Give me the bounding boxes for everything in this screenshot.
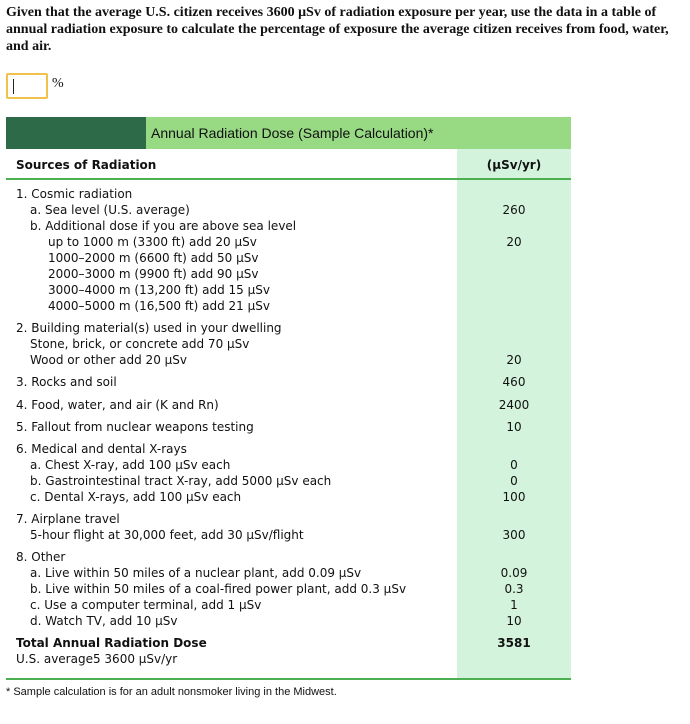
table-row — [16, 186, 446, 202]
row-text: 4000–5000 m (16,500 ft) add 21 μSv — [48, 299, 270, 313]
table-row — [16, 457, 460, 473]
row-text: Additional dose if you are above sea level — [45, 219, 297, 233]
row-num: b. — [30, 474, 42, 488]
row-num: b. — [30, 219, 42, 233]
table-row — [16, 218, 460, 234]
row-num: b. — [30, 582, 42, 596]
row-value: 20 — [506, 353, 522, 367]
row-num: 4. — [16, 398, 28, 412]
table-row — [16, 441, 446, 457]
row-text: Fallout from nuclear weapons testing — [31, 420, 254, 434]
table-row — [16, 397, 446, 413]
row-num: 3. — [16, 375, 28, 389]
table-footnote: * Sample calculation is for an adult nonsmoker living in the Midwest. — [6, 686, 337, 698]
row-text: Airplane travel — [31, 512, 120, 526]
table-row — [16, 250, 478, 266]
col-header-source: Sources of Radiation — [16, 158, 157, 172]
row-value: 0 — [510, 458, 518, 472]
row-text: Dental X-rays, add 100 μSv each — [44, 490, 242, 504]
row-num: a. — [30, 458, 42, 472]
row-num: d. — [30, 614, 42, 628]
row-value: 1 — [510, 598, 518, 612]
row-num: 7. — [16, 512, 28, 526]
row-num: 5. — [16, 420, 28, 434]
row-value: 460 — [502, 375, 526, 389]
total-label: Total Annual Radiation Dose — [16, 636, 207, 650]
row-value: 20 — [506, 235, 522, 249]
table-row — [16, 565, 460, 581]
table-row — [16, 511, 446, 527]
col-header-unit: (μSv/yr) — [486, 158, 542, 172]
row-num: 6. — [16, 442, 28, 456]
total-value: 3581 — [497, 636, 531, 650]
table-row — [16, 234, 478, 250]
row-value: 0 — [510, 474, 518, 488]
row-num: 1. — [16, 187, 28, 201]
row-value: 10 — [506, 614, 522, 628]
row-text: Gastrointestinal tract X-ray, add 5000 μSv each — [45, 474, 332, 488]
row-text: Chest X-ray, add 100 μSv each — [45, 458, 231, 472]
table-row — [16, 581, 460, 597]
row-text: Live within 50 miles of a nuclear plant, add 0.09 μSv — [45, 566, 362, 580]
table-row — [16, 298, 478, 314]
table-row — [16, 320, 446, 336]
table-row — [16, 473, 460, 489]
row-text: 3000–4000 m (13,200 ft) add 15 μSv — [48, 283, 270, 297]
row-text: Wood or other add 20 μSv — [30, 353, 187, 367]
row-value: 0.09 — [500, 566, 528, 580]
table-row — [16, 527, 460, 543]
table-bottom-rule — [6, 678, 571, 680]
row-text: 5-hour flight at 30,000 feet, add 30 μSv/flight — [30, 528, 304, 542]
table-row — [16, 597, 460, 613]
title-accent-block — [6, 117, 146, 149]
row-text: Building material(s) used in your dwelling — [31, 321, 282, 335]
row-text: Medical and dental X-rays — [31, 442, 187, 456]
radiation-table — [6, 117, 571, 681]
table-row — [16, 352, 460, 368]
table-row — [16, 266, 478, 282]
table-title: Annual Radiation Dose (Sample Calculation)* — [151, 125, 434, 141]
table-row — [16, 374, 446, 390]
row-text: Watch TV, add 10 μSv — [45, 614, 178, 628]
row-num: c. — [30, 598, 41, 612]
row-value: 10 — [506, 420, 522, 434]
row-value: 2400 — [498, 398, 530, 412]
row-num: 2. — [16, 321, 28, 335]
table-row — [16, 613, 460, 629]
table-row — [16, 202, 460, 218]
row-text: Stone, brick, or concrete add 70 μSv — [30, 337, 250, 351]
table-title-bar — [6, 117, 571, 149]
table-row — [16, 419, 446, 435]
row-text: Live within 50 miles of a coal-fired power plant, add 0.3 μSv — [45, 582, 407, 596]
row-text: Use a computer terminal, add 1 μSv — [44, 598, 262, 612]
us-average: U.S. average5 3600 μSv/yr — [16, 652, 178, 666]
row-text: Other — [31, 550, 66, 564]
row-num: a. — [30, 566, 42, 580]
table-row — [16, 282, 478, 298]
percent-unit: % — [52, 76, 64, 91]
text-caret — [13, 79, 14, 94]
table-row — [16, 336, 460, 352]
row-text: up to 1000 m (3300 ft) add 20 μSv — [48, 235, 257, 249]
row-num: 8. — [16, 550, 28, 564]
header-divider — [6, 178, 571, 180]
table-row — [16, 549, 446, 565]
row-text: Food, water, and air (K and Rn) — [31, 398, 219, 412]
row-text: Sea level (U.S. average) — [45, 203, 190, 217]
answer-input[interactable] — [6, 73, 48, 99]
row-value: 300 — [502, 528, 526, 542]
question-text: Given that the average U.S. citizen receives 3600 μSv of radiation exposure per year, use the data in a table of annual radiation exposure to calculate the percentage of exposure the average citizen receives from food, water, and air. — [6, 5, 669, 54]
row-num: a. — [30, 203, 42, 217]
row-text: Rocks and soil — [31, 375, 117, 389]
row-value: 0.3 — [504, 582, 524, 596]
row-value: 260 — [502, 203, 526, 217]
table-row — [16, 489, 460, 505]
row-text: 1000–2000 m (6600 ft) add 50 μSv — [48, 251, 259, 265]
row-num: c. — [30, 490, 41, 504]
row-text: 2000–3000 m (9900 ft) add 90 μSv — [48, 267, 259, 281]
row-text: Cosmic radiation — [31, 187, 133, 201]
row-value: 100 — [502, 490, 526, 504]
